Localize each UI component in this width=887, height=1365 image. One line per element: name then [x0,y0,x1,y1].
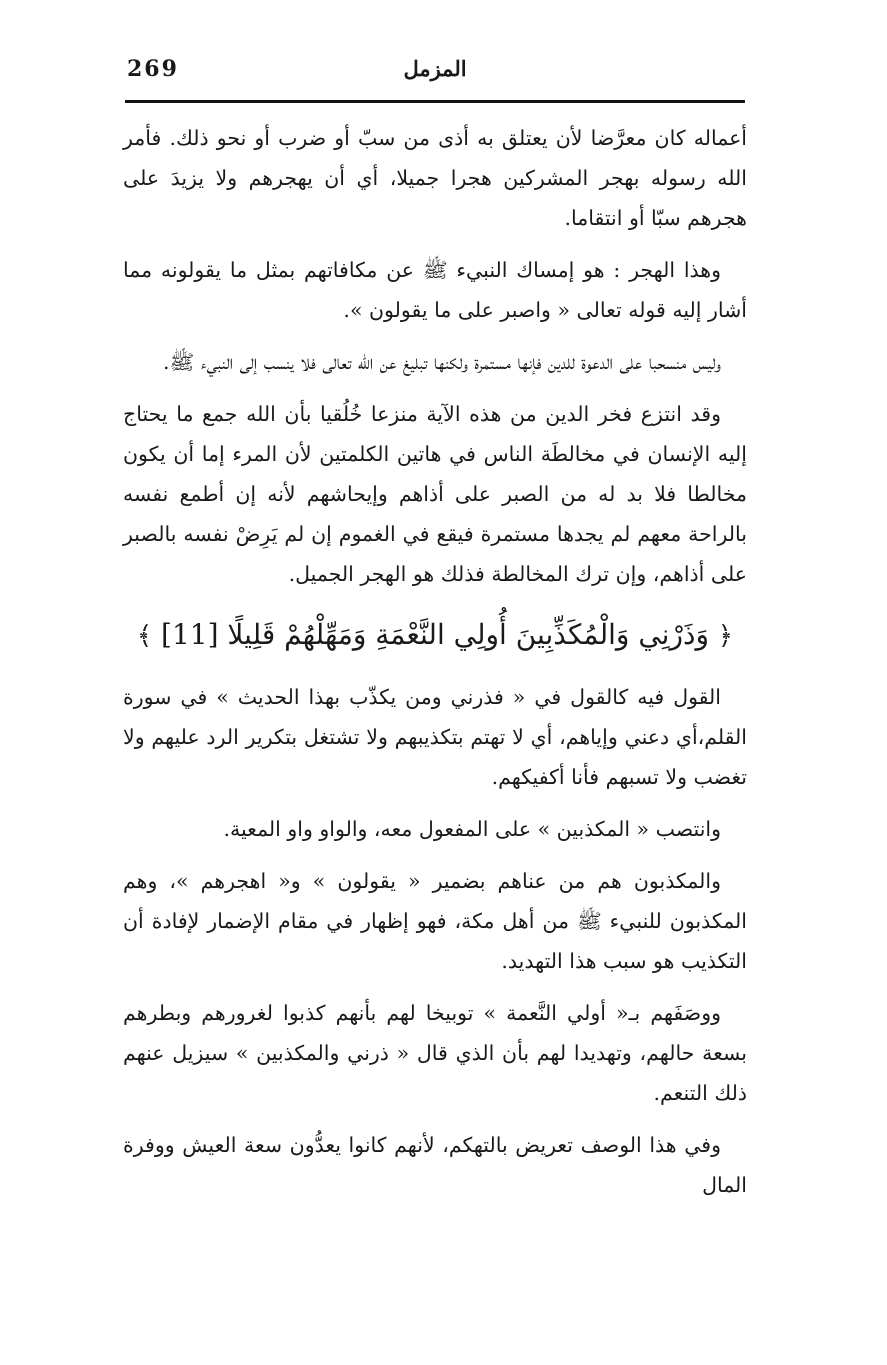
verse-open-bracket: ﴿ [717,621,734,651]
paragraph-continuation: أعماله كان معرَّضا لأن يعتلق به أذى من سبّ أو ضرب أو نحو ذلك. فأمر الله رسوله بهجر المشركين هجرا جميلا، أي أن يهجرهم ولا يزيدَ على هجرهم سبّا أو انتقاما. [123,126,747,230]
paragraph: وقد انتزع فخر الدين من هذه الآية منزعا خُلُقيا بأن الله جمع ما يحتاج إليه الإنسان في مخالطَة الناس في هاتين الكلمتين لأن المرء إما أن يكون مخالطا فلا بد له من الصبر على أذاهم وإيحاشهم لأنه إن أطمع نفسه بالراحة معهم لم يجدها مستمرة فيقع في الغموم إن لم يَرِضْ نفسه بالصبر على أذاهم، وإن ترك المخالطة فذلك هو الهجر الجميل. [123,402,747,586]
header-rule [125,100,745,103]
page-header [125,52,745,96]
running-title: المزمل [403,56,467,81]
paragraph: وانتصب « المكذبين » على المفعول معه، والواو واو المعية. [223,817,721,841]
page-number: 269 [127,56,179,82]
verse-number: [11] [161,618,219,651]
paragraph: القول فيه كالقول في « فذرني ومن يكذّب بهذا الحديث » في سورة القلم،أي دعني وإياهم، أي لا تهتم بتكذيبهم ولا تشتغل بتكرير الرد عليهم ولا تغضب ولا تسبهم فأنا أكفيكهم. [123,685,747,789]
paragraph: ووصَفَهم بـ« أولي النَّعمة » توبيخا لهم بأنهم كذبوا لغرورهم وبطرهم بسعة حالهم، وتهديدا لهم بأن الذي قال « ذرني والمكذبين » سيزيل عنهم ذلك التنعم. [123,1001,747,1105]
paragraph: وفي هذا الوصف تعريض بالتهكم، لأنهم كانوا يعدُّون سعة العيش ووفرة المال [123,1133,747,1197]
paragraph: وليس منسحبا على الدعوة للدين فإنها مستمرة ولكنها تبليغ عن الله تعالى فلا ينسب إلى النبيء ﷺ. [163,350,721,374]
verse-text: وَذَرْنِي وَالْمُكَذِّبِينَ أُولِي النَّعْمَةِ وَمَهِّلْهُمْ قَلِيلًا [227,618,709,651]
quran-verse [123,610,747,661]
paragraph: والمكذبون هم من عناهم بضمير « يقولون » و« اهجرهم »، وهم المكذبون للنبيء ﷺ من أهل مكة، فهو إظهار في مقام الإضمار لإفادة أن التكذيب هو سبب هذا التهديد. [123,869,747,973]
paragraph: وهذا الهجر : هو إمساك النبيء ﷺ عن مكافاتهم بمثل ما يقولونه مما أشار إليه قوله تعالى « واصبر على ما يقولون ». [123,258,747,322]
verse-close-bracket: ﴾ [136,621,153,651]
page-body [123,118,747,1217]
